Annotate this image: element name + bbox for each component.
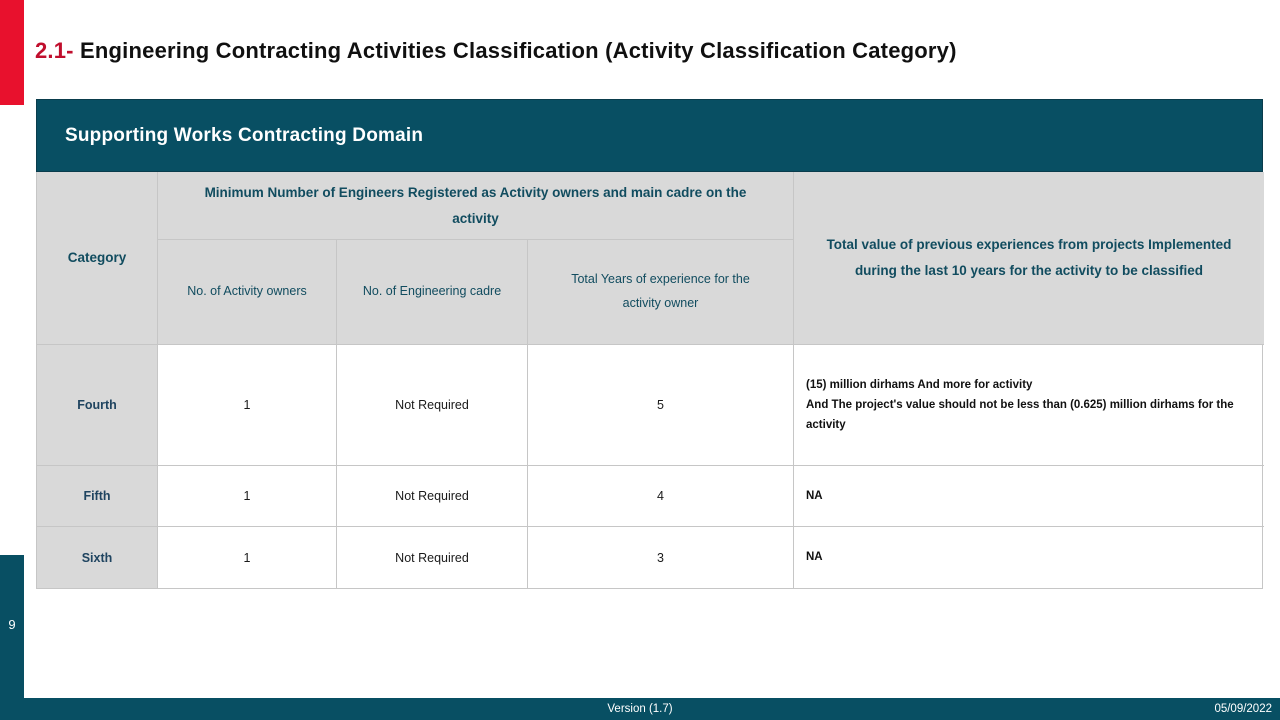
row-category-sixth: Sixth bbox=[37, 527, 158, 588]
page-number: 9 bbox=[8, 617, 16, 632]
cell-sixth-engineering-cadre: Not Required bbox=[337, 527, 528, 588]
red-accent-bar bbox=[0, 0, 24, 105]
page-number-box bbox=[0, 555, 24, 720]
cell-sixth-total-value: NA bbox=[806, 551, 823, 564]
cell-fifth-experience-years: 4 bbox=[528, 466, 794, 527]
date-label: 05/09/2022 bbox=[1214, 703, 1272, 715]
total-value-line: And The project's value should not be less than (0.625) million dirhams for the activity bbox=[806, 398, 1234, 432]
classification-table bbox=[36, 99, 1263, 589]
header-engineers-group: Minimum Number of Engineers Registered as Activity owners and main cadre on the activity bbox=[158, 172, 794, 240]
cell-fourth-total-value bbox=[794, 345, 1264, 466]
page-title bbox=[35, 38, 1235, 64]
header-experience-years: Total Years of experience for the activity owner bbox=[528, 240, 794, 345]
title-text: Engineering Contracting Activities Classification (Activity Classification Category) bbox=[73, 38, 957, 63]
cell-fourth-engineering-cadre: Not Required bbox=[337, 345, 528, 466]
header-activity-owners: No. of Activity owners bbox=[158, 240, 337, 345]
cell-fifth-activity-owners: 1 bbox=[158, 466, 337, 527]
section-number: 2.1- bbox=[35, 38, 74, 63]
cell-sixth-activity-owners: 1 bbox=[158, 527, 337, 588]
row-category-fifth: Fifth bbox=[37, 466, 158, 527]
cell-sixth-experience-years: 3 bbox=[528, 527, 794, 588]
row-category-fourth: Fourth bbox=[37, 345, 158, 466]
table-domain-header: Supporting Works Contracting Domain bbox=[36, 99, 1263, 172]
cell-fourth-activity-owners: 1 bbox=[158, 345, 337, 466]
cell-fifth-engineering-cadre: Not Required bbox=[337, 466, 528, 527]
table-grid bbox=[36, 172, 1263, 589]
cell-fifth-total-value: NA bbox=[794, 466, 1264, 527]
header-engineering-cadre: No. of Engineering cadre bbox=[337, 240, 528, 345]
cell-fourth-experience-years: 5 bbox=[528, 345, 794, 466]
header-category: Category bbox=[37, 172, 158, 345]
version-label: Version (1.7) bbox=[607, 703, 673, 715]
footer-bar bbox=[0, 698, 1280, 720]
total-value-line: (15) million dirhams And more for activity bbox=[806, 378, 1033, 391]
header-total-value: Total value of previous experiences from projects Implemented during the last 10 years for the activity to be classified bbox=[794, 172, 1264, 345]
